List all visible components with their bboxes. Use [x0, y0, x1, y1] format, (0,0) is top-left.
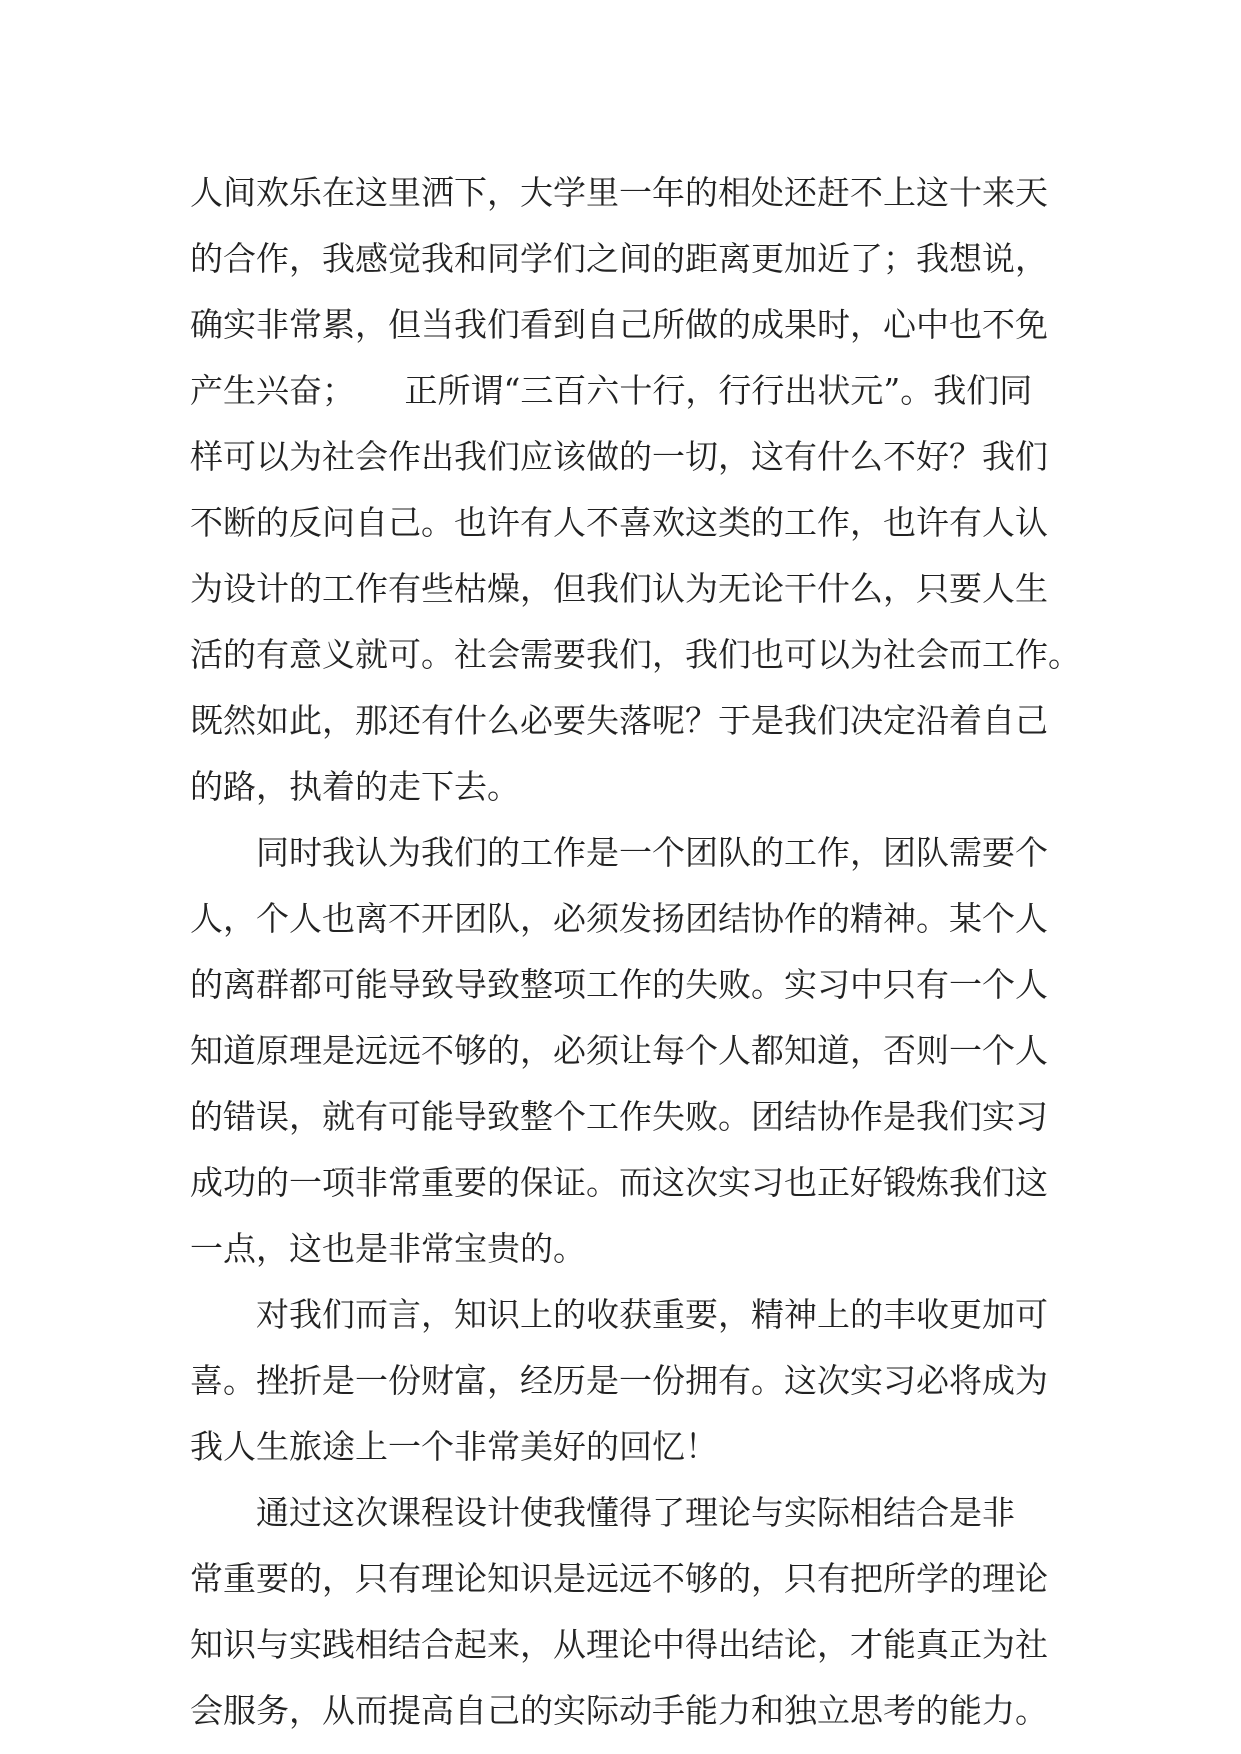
paragraph-first-line: 同时我认为我们的工作是一个团队的工作，团队需要个 [256, 833, 1048, 872]
text-line: 一点，这也是非常宝贵的。 [190, 1229, 586, 1268]
text-line: 知道原理是远远不够的，必须让每个人都知道，否则一个人 [190, 1031, 1048, 1070]
paragraph-first-line: 通过这次课程设计使我懂得了理论与实际相结合是非 [256, 1493, 1015, 1532]
paragraph-first-line: 对我们而言，知识上的收获重要，精神上的丰收更加可 [256, 1295, 1048, 1334]
text-line: 会服务，从而提高自己的实际动手能力和独立思考的能力。 [190, 1691, 1048, 1730]
text-line: 人，个人也离不开团队，必须发扬团结协作的精神。某个人 [190, 899, 1048, 938]
text-line: 常重要的，只有理论知识是远远不够的，只有把所学的理论 [190, 1559, 1048, 1598]
text-line: 成功的一项非常重要的保证。而这次实习也正好锻炼我们这 [190, 1163, 1048, 1202]
text-line: 样可以为社会作出我们应该做的一切，这有什么不好？我们 [190, 437, 1048, 476]
text-line: 喜。挫折是一份财富，经历是一份拥有。这次实习必将成为 [190, 1361, 1048, 1400]
text-line: 确实非常累，但当我们看到自己所做的成果时，心中也不免 [190, 305, 1048, 344]
text-line: 的错误，就有可能导致整个工作失败。团结协作是我们实习 [190, 1097, 1048, 1136]
text-line: 的离群都可能导致导致整项工作的失败。实习中只有一个人 [190, 965, 1048, 1004]
text-line: 的合作，我感觉我和同学们之间的距离更加近了；我想说， [190, 239, 1048, 278]
text-line: 活的有意义就可。社会需要我们，我们也可以为社会而工作。 [190, 635, 1081, 674]
text-line: 的路，执着的走下去。 [190, 767, 520, 806]
text-line: 既然如此，那还有什么必要失落呢？于是我们决定沿着自己 [190, 701, 1048, 740]
text-line: 为设计的工作有些枯燥，但我们认为无论干什么，只要人生 [190, 569, 1048, 608]
text-line: 人间欢乐在这里洒下，大学里一年的相处还赶不上这十来天 [190, 173, 1048, 212]
text-line: 我人生旅途上一个非常美好的回忆！ [190, 1427, 718, 1466]
document-body [190, 160, 1081, 1744]
text-line: 知识与实践相结合起来，从理论中得出结论，才能真正为社 [190, 1625, 1048, 1664]
text-line: 不断的反问自己。也许有人不喜欢这类的工作，也许有人认 [190, 503, 1048, 542]
text-line: 产生兴奋； 正所谓“三百六十行，行行出状元”。我们同 [190, 371, 1033, 410]
